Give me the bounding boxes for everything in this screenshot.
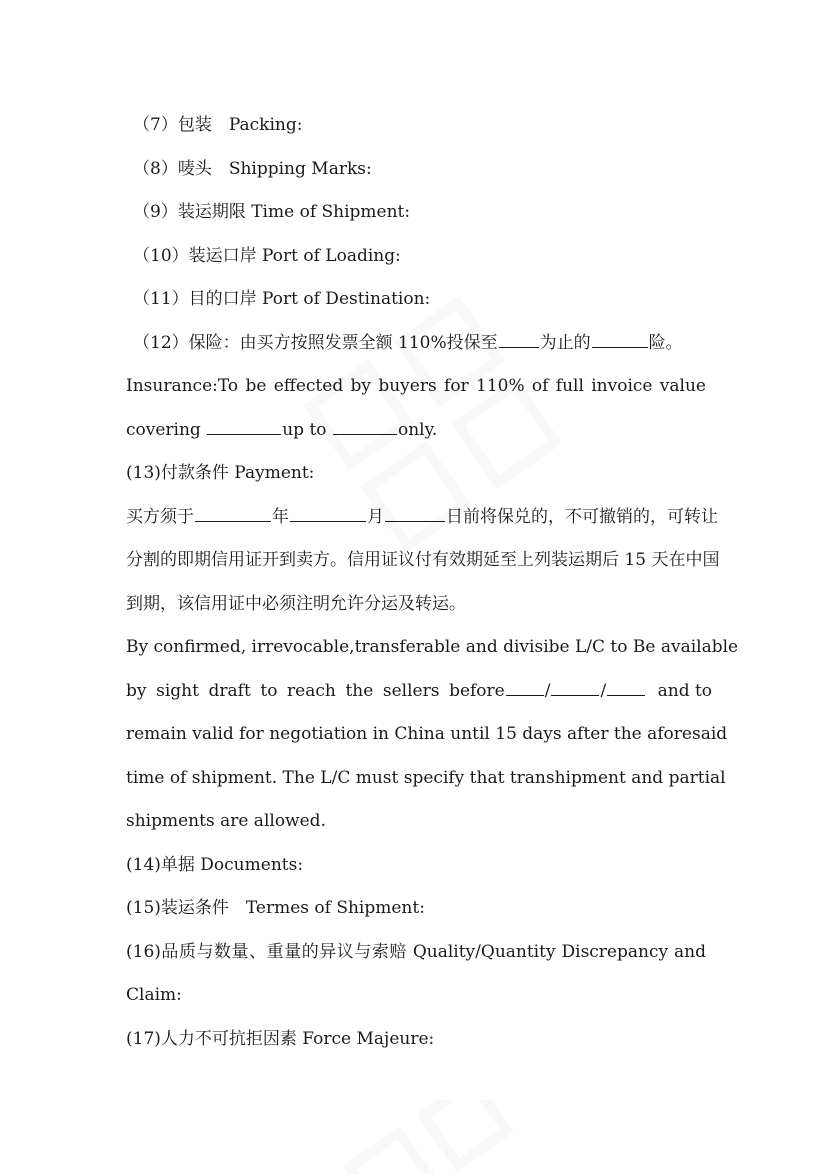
clause-7-packing: （7）包装 Packing:: [133, 115, 303, 135]
clause-13-payment: (13)付款条件 Payment:: [126, 463, 315, 483]
insurance-en-up-to: up to: [282, 419, 327, 440]
payment-cn-line-3: 到期，该信用证中必须注明允许分运及转运。: [126, 593, 466, 614]
date-separator-1: /: [544, 680, 551, 701]
clause-12-text-a: （12）保险：由买方按照发票全额 110%投保至: [133, 332, 498, 353]
insurance-en-line-1: Insurance:To be effected by buyers for 110% of full invoice value: [126, 376, 706, 396]
insurance-up-to-blank[interactable]: [333, 416, 397, 435]
clause-8-shipping-marks: （8）唛头 Shipping Marks:: [133, 158, 372, 179]
payment-cn-line-2: 分割的即期信用证开到卖方。信用证议付有效期延至上列装运期后 15 天在中国: [126, 550, 720, 570]
insurance-covering-blank[interactable]: [207, 416, 281, 435]
payment-day-blank[interactable]: [385, 503, 445, 522]
payment-cn-text-d: 日前将保兑的，不可撤销的，可转让: [446, 506, 718, 527]
clause-12-text-b: 为止的: [539, 332, 591, 353]
contract-body: [126, 104, 739, 1061]
clause-16-discrepancy-claim-line-1: (16)品质与数量、重量的异议与索赔 Quality/Quantity Discrepancy and: [126, 941, 706, 962]
payment-date-year-blank[interactable]: [607, 677, 645, 696]
insurance-type-blank[interactable]: [592, 329, 648, 348]
insurance-destination-blank[interactable]: [499, 329, 539, 348]
payment-en-text-b: and to: [657, 680, 713, 701]
clause-16-discrepancy-claim-line-2: Claim:: [126, 985, 182, 1005]
clause-17-force-majeure: (17)人力不可抗拒因素 Force Majeure:: [126, 1028, 435, 1049]
insurance-en-line-2: [126, 409, 706, 453]
clause-10-port-of-loading: （10）装运口岸 Port of Loading:: [133, 245, 401, 266]
payment-date-group: [505, 670, 712, 714]
insurance-en-covering: covering: [126, 419, 201, 440]
payment-month-blank[interactable]: [290, 503, 366, 522]
date-separator-2: /: [600, 680, 607, 701]
payment-en-line-5: shipments are allowed.: [126, 811, 326, 831]
payment-cn-month: 月: [367, 506, 384, 527]
payment-cn-line-1: [126, 496, 718, 540]
payment-year-blank[interactable]: [195, 503, 271, 522]
payment-date-day-blank[interactable]: [506, 677, 544, 696]
insurance-en-only: only.: [397, 419, 438, 440]
clause-15-terms-of-shipment: (15)装运条件 Termes of Shipment:: [126, 898, 425, 918]
payment-en-text-a: by sight draft to reach the sellers before: [126, 680, 505, 701]
clause-11-port-of-destination: （11）目的口岸 Port of Destination:: [133, 289, 431, 309]
payment-en-line-2: [126, 670, 713, 714]
payment-en-line-4: time of shipment. The L/C must specify that transhipment and partial: [126, 767, 726, 788]
clause-12-insurance-cn: [126, 322, 706, 366]
payment-en-line-1: By confirmed, irrevocable,transferable and divisibe L/C to Be available: [126, 637, 739, 657]
payment-en-line-3: remain valid for negotiation in China until 15 days after the aforesaid: [126, 724, 728, 744]
payment-date-month-blank[interactable]: [551, 677, 599, 696]
clause-14-documents: (14)单据 Documents:: [126, 854, 304, 875]
clause-9-time-of-shipment: （9）装运期限 Time of Shipment:: [133, 202, 411, 222]
payment-cn-text-a: 买方须于: [126, 506, 194, 527]
payment-cn-year: 年: [272, 506, 289, 527]
watermark-stamp-bottom: [300, 1100, 560, 1174]
clause-12-text-c: 险。: [648, 332, 683, 353]
